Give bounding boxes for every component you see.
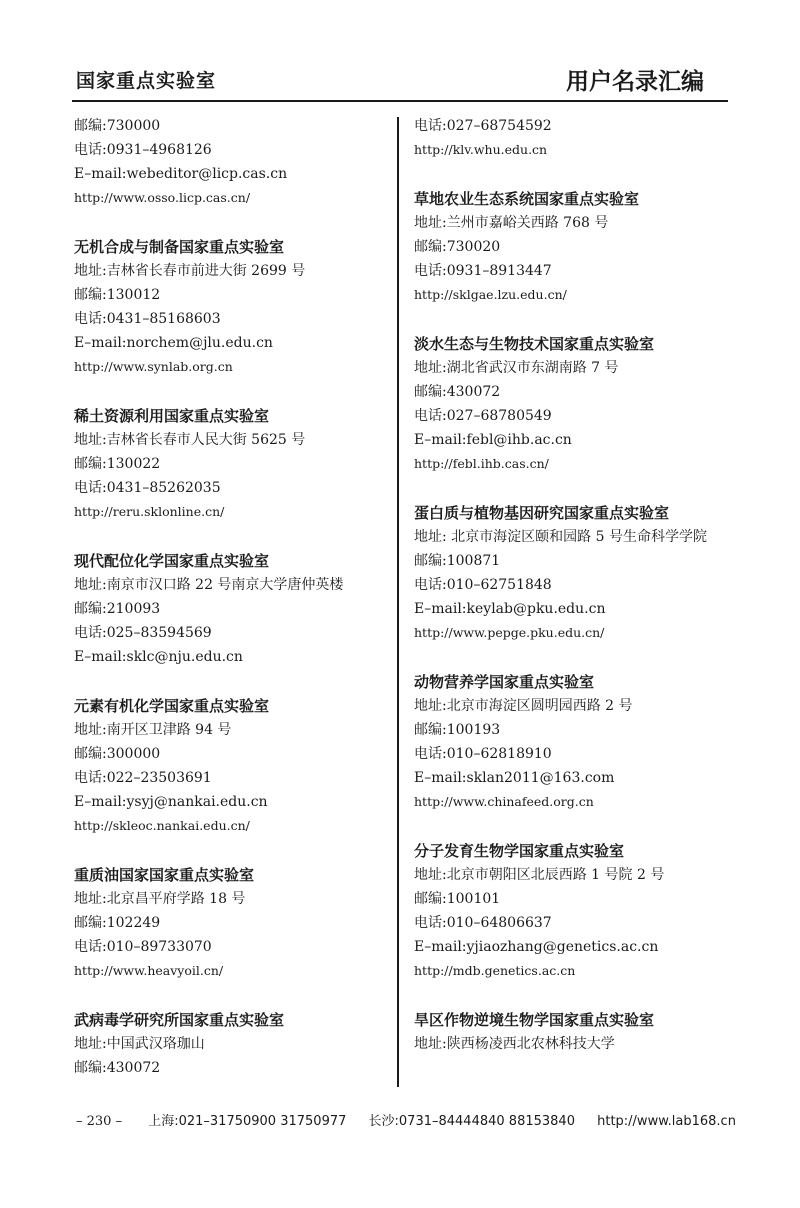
entry-detail-line: E–mail:sklan2011@163.com [414, 770, 615, 786]
entry-detail-line: 邮编:730000 [74, 118, 161, 134]
lab-entry [414, 187, 732, 307]
entry-url-link[interactable]: http://febl.ihb.cas.cn/ [414, 456, 549, 471]
entry-spacer [414, 983, 732, 1008]
entry-spacer [414, 645, 732, 670]
entry-detail-line: 邮编:130012 [74, 287, 161, 303]
entry-spacer [414, 476, 732, 501]
entry-detail-line: 电话:0431–85262035 [74, 480, 221, 496]
entry-detail-line: 地址:南开区卫津路 94 号 [74, 722, 232, 738]
entry-detail-line: E–mail:febl@ihb.ac.cn [414, 432, 572, 448]
entry-detail-line: 地址: 北京市海淀区颐和园路 5 号生命科学学院 [414, 529, 707, 545]
entry-spacer [74, 838, 392, 863]
entry-detail-line: 地址:北京市海淀区圆明园西路 2 号 [414, 698, 633, 714]
entry-spacer [414, 814, 732, 839]
entry-detail-line: 地址:湖北省武汉市东湖南路 7 号 [414, 360, 619, 376]
page-header-left-title: 国家重点实验室 [76, 70, 217, 92]
entry-url-link[interactable]: http://www.synlab.org.cn [74, 359, 233, 374]
header-rule [72, 100, 728, 102]
lab-entry-title: 草地农业生态系统国家重点实验室 [414, 190, 640, 208]
entry-detail-line: 地址:南京市汉口路 22 号南京大学唐仲英楼 [74, 577, 344, 593]
entry-detail-line: E–mail:keylab@pku.edu.cn [414, 601, 606, 617]
entry-detail-line: 电话:022–23503691 [74, 770, 212, 786]
lab-entry [74, 549, 392, 669]
entry-detail-line: 邮编:300000 [74, 746, 161, 762]
lab-entry [414, 1008, 732, 1056]
entry-detail-line: 邮编:102249 [74, 915, 161, 931]
entry-detail-line: 邮编:100193 [414, 722, 501, 738]
lab-entry [414, 839, 732, 983]
entry-detail-line: 电话:027–68780549 [414, 408, 552, 424]
entry-detail-line: 地址:吉林省长春市人民大街 5625 号 [74, 432, 306, 448]
entry-url-link[interactable]: http://sklgae.lzu.edu.cn/ [414, 287, 567, 302]
lab-entry-title: 现代配位化学国家重点实验室 [74, 552, 270, 570]
lab-entry-title: 元素有机化学国家重点实验室 [74, 697, 270, 715]
lab-entry-title: 淡水生态与生物技术国家重点实验室 [414, 335, 655, 353]
footer-shanghai-contact: 上海:021–31750900 31750977 [148, 1114, 347, 1129]
page-footer [76, 1110, 736, 1129]
lab-entry-title: 重质油国家国家重点实验室 [74, 866, 255, 884]
entry-detail-line: 电话:0431–85168603 [74, 311, 221, 327]
footer-website[interactable]: http://www.lab168.cn [597, 1114, 736, 1129]
entry-spacer [74, 379, 392, 404]
entry-url-link[interactable]: http://www.chinafeed.org.cn [414, 794, 594, 809]
entry-detail-line: 地址:北京市朝阳区北辰西路 1 号院 2 号 [414, 867, 665, 883]
lab-entry [74, 694, 392, 838]
entry-detail-line: 电话:025–83594569 [74, 625, 212, 641]
entry-detail-line: 邮编:130022 [74, 456, 161, 472]
entry-detail-line: E–mail:ysyj@nankai.edu.cn [74, 794, 268, 810]
entry-url-link[interactable]: http://www.pepge.pku.edu.cn/ [414, 625, 605, 640]
entry-detail-line: 地址:中国武汉珞珈山 [74, 1036, 205, 1052]
entry-detail-line: 邮编:210093 [74, 601, 161, 617]
lab-entry-title: 分子发育生物学国家重点实验室 [414, 842, 625, 860]
lab-entry [74, 1008, 392, 1080]
lab-entry [74, 863, 392, 983]
entry-detail-line: E–mail:yjiaozhang@genetics.ac.cn [414, 939, 659, 955]
lab-entry-title: 旱区作物逆境生物学国家重点实验室 [414, 1011, 655, 1029]
entry-detail-line: 电话:010–62818910 [414, 746, 552, 762]
entry-url-link[interactable]: http://skleoc.nankai.edu.cn/ [74, 818, 250, 833]
entry-detail-line: 电话:010–64806637 [414, 915, 552, 931]
entry-detail-line: E–mail:webeditor@licp.cas.cn [74, 166, 288, 182]
entry-detail-line: 电话:0931–8913447 [414, 263, 552, 279]
lab-entry-title: 稀土资源利用国家重点实验室 [74, 407, 270, 425]
entry-spacer [74, 210, 392, 235]
entry-detail-line: 电话:010–89733070 [74, 939, 212, 955]
entry-detail-line: 邮编:430072 [74, 1060, 161, 1076]
entry-detail-line: 地址:吉林省长春市前进大街 2699 号 [74, 263, 306, 279]
right-column [414, 114, 732, 1056]
lab-entry [74, 235, 392, 379]
entry-detail-line: 电话:027–68754592 [414, 118, 552, 134]
lab-entry [414, 670, 732, 814]
lab-entry-title: 蛋白质与植物基因研究国家重点实验室 [414, 504, 670, 522]
entry-spacer [414, 307, 732, 332]
entry-spacer [74, 983, 392, 1008]
entry-detail-line: 邮编:430072 [414, 384, 501, 400]
page-header-right-title: 用户名录汇编 [566, 69, 704, 95]
page-number: – 230 – [76, 1114, 123, 1129]
column-divider [397, 117, 399, 1087]
lab-entry [74, 404, 392, 524]
entry-url-link[interactable]: http://www.heavyoil.cn/ [74, 963, 224, 978]
entry-detail-line: E–mail:sklc@nju.edu.cn [74, 649, 243, 665]
entry-spacer [74, 524, 392, 549]
entry-spacer [414, 162, 732, 187]
lab-entry-title: 动物营养学国家重点实验室 [414, 673, 595, 691]
entry-detail-line: E–mail:norchem@jlu.edu.cn [74, 335, 273, 351]
entry-detail-line: 电话:0931–4968126 [74, 142, 212, 158]
left-column [74, 114, 392, 1080]
entry-detail-line: 邮编:730020 [414, 239, 501, 255]
footer-changsha-contact: 长沙:0731–84444840 88153840 [368, 1114, 575, 1129]
lab-entry-title: 武病毒学研究所国家重点实验室 [74, 1011, 285, 1029]
entry-url-link[interactable]: http://reru.sklonline.cn/ [74, 504, 225, 519]
lab-entry [414, 501, 732, 645]
entry-url-link[interactable]: http://mdb.genetics.ac.cn [414, 963, 576, 978]
entry-url-link[interactable]: http://www.osso.licp.cas.cn/ [74, 190, 251, 205]
entry-spacer [74, 669, 392, 694]
entry-url-link[interactable]: http://klv.whu.edu.cn [414, 142, 548, 157]
entry-detail-line: 地址:陕西杨凌西北农林科技大学 [414, 1036, 615, 1052]
entry-detail-line: 邮编:100101 [414, 891, 501, 907]
entry-detail-line: 电话:010–62751848 [414, 577, 552, 593]
entry-detail-line: 邮编:100871 [414, 553, 501, 569]
entry-detail-line: 地址:兰州市嘉峪关西路 768 号 [414, 215, 609, 231]
entry-detail-line: 地址:北京昌平府学路 18 号 [74, 891, 246, 907]
lab-entry [414, 332, 732, 476]
lab-entry-title: 无机合成与制备国家重点实验室 [74, 238, 285, 256]
